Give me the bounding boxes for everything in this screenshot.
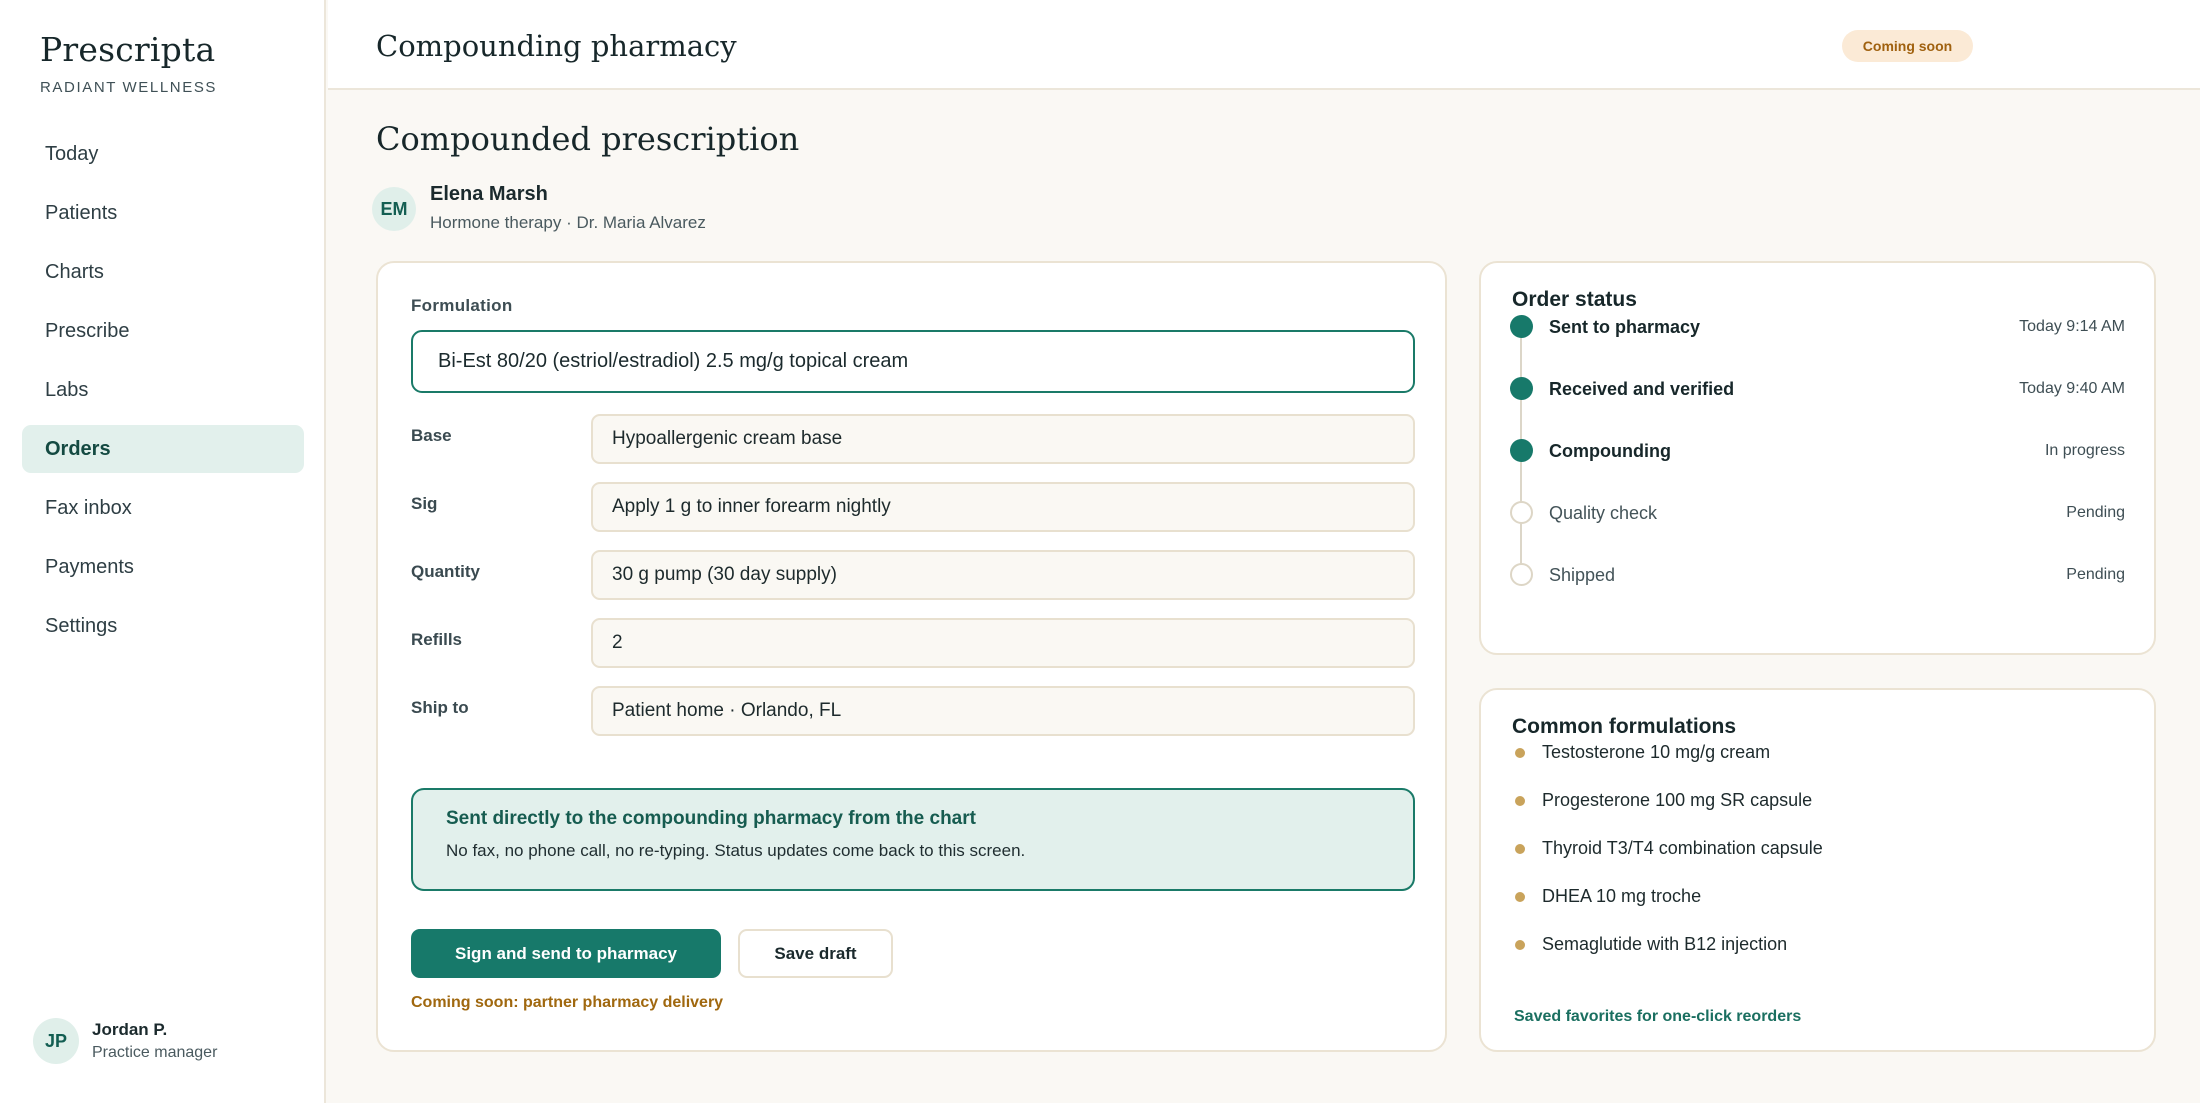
sidebar-item-settings[interactable]: Settings bbox=[45, 614, 118, 637]
step-label: Received and verified bbox=[1549, 379, 1735, 399]
ship-to-row bbox=[411, 686, 1415, 736]
common-formulations-title: Common formulations bbox=[1512, 715, 1736, 738]
save-draft-button[interactable]: Save draft bbox=[738, 929, 893, 978]
list-item[interactable] bbox=[1512, 838, 1823, 886]
step-complete-icon bbox=[1510, 439, 1533, 462]
notice-body: No fax, no phone call, no re-typing. Status updates come back to this screen. bbox=[446, 841, 1026, 860]
sidebar-item-patients[interactable]: Patients bbox=[45, 201, 118, 224]
brand-name: Prescripta bbox=[40, 30, 216, 69]
bullet-icon bbox=[1515, 844, 1525, 854]
sidebar-item-labs[interactable]: Labs bbox=[45, 378, 89, 401]
formulation-name: Thyroid T3/T4 combination capsule bbox=[1542, 838, 1823, 858]
sidebar-item-prescribe[interactable]: Prescribe bbox=[45, 319, 130, 342]
brand bbox=[40, 30, 217, 96]
formulation-name: DHEA 10 mg troche bbox=[1542, 886, 1702, 906]
step-complete-icon bbox=[1510, 377, 1533, 400]
bullet-icon bbox=[1515, 796, 1525, 806]
quantity-row bbox=[411, 550, 1415, 600]
step-label: Sent to pharmacy bbox=[1549, 317, 1701, 337]
status-step bbox=[1481, 561, 2158, 591]
list-item[interactable] bbox=[1512, 886, 1823, 934]
base-input[interactable]: Hypoallergenic cream base bbox=[591, 414, 1415, 464]
formulation-name: Semaglutide with B12 injection bbox=[1542, 934, 1788, 954]
order-status-card bbox=[1479, 261, 2156, 655]
ship-to-label: Ship to bbox=[411, 698, 469, 717]
formulation-name: Testosterone 10 mg/g cream bbox=[1542, 742, 1771, 762]
formulation-input[interactable]: Bi-Est 80/20 (estriol/estradiol) 2.5 mg/g topical cream bbox=[411, 330, 1415, 393]
step-label: Shipped bbox=[1549, 565, 1616, 585]
sidebar-item-fax-inbox[interactable]: Fax inbox bbox=[45, 496, 132, 519]
notice-title: Sent directly to the compounding pharmacy from the chart bbox=[446, 808, 976, 829]
formulation-name: Progesterone 100 mg SR capsule bbox=[1542, 790, 1813, 810]
status-step bbox=[1481, 313, 2158, 343]
patient-name: Elena Marsh bbox=[430, 183, 548, 205]
partner-delivery-note: Coming soon: partner pharmacy delivery bbox=[411, 994, 724, 1011]
sig-row bbox=[411, 482, 1415, 532]
top-bar bbox=[328, 0, 2200, 90]
step-time: Today 9:14 AM bbox=[2019, 318, 2125, 335]
bullet-icon bbox=[1515, 892, 1525, 902]
prescription-form-card bbox=[376, 261, 1447, 1052]
patient-meta: Hormone therapy · Dr. Maria Alvarez bbox=[430, 213, 706, 232]
step-pending-icon bbox=[1510, 501, 1533, 524]
list-item[interactable] bbox=[1512, 742, 1823, 790]
step-time: Pending bbox=[2066, 566, 2125, 583]
status-step bbox=[1481, 437, 2158, 467]
step-label: Compounding bbox=[1549, 441, 1671, 461]
list-item[interactable] bbox=[1512, 934, 1823, 982]
user-avatar: JP bbox=[33, 1018, 79, 1064]
common-formulations-card bbox=[1479, 688, 2156, 1052]
organization-name: RADIANT WELLNESS bbox=[40, 79, 218, 96]
user-name: Jordan P. bbox=[92, 1020, 168, 1039]
sign-and-send-button[interactable]: Sign and send to pharmacy bbox=[411, 929, 721, 978]
list-item[interactable] bbox=[1512, 790, 1823, 838]
order-status-title: Order status bbox=[1512, 288, 1637, 311]
formulation-list bbox=[1512, 742, 1823, 982]
refills-label: Refills bbox=[411, 630, 463, 649]
sidebar-nav bbox=[22, 130, 304, 661]
step-label: Quality check bbox=[1549, 503, 1658, 523]
quantity-input[interactable]: 30 g pump (30 day supply) bbox=[591, 550, 1415, 600]
base-row bbox=[411, 414, 1415, 464]
page-title: Compounded prescription bbox=[376, 120, 800, 158]
step-time: Pending bbox=[2066, 504, 2125, 521]
bullet-icon bbox=[1515, 940, 1525, 950]
sidebar-item-payments[interactable]: Payments bbox=[45, 555, 134, 578]
saved-favorites-link[interactable]: Saved favorites for one-click reorders bbox=[1514, 1008, 1802, 1025]
sig-input[interactable]: Apply 1 g to inner forearm nightly bbox=[591, 482, 1415, 532]
sidebar-item-today[interactable]: Today bbox=[45, 142, 99, 165]
base-label: Base bbox=[411, 426, 452, 445]
quantity-label: Quantity bbox=[411, 562, 480, 581]
section-title: Compounding pharmacy bbox=[376, 29, 737, 63]
user-role: Practice manager bbox=[92, 1044, 218, 1061]
sidebar-item-orders[interactable]: Orders bbox=[22, 425, 304, 473]
formulation-label: Formulation bbox=[411, 296, 513, 315]
patient-avatar: EM bbox=[372, 187, 416, 231]
refills-row bbox=[411, 618, 1415, 668]
status-step bbox=[1481, 499, 2158, 529]
ship-to-input[interactable]: Patient home · Orlando, FL bbox=[591, 686, 1415, 736]
current-user[interactable] bbox=[33, 1018, 217, 1064]
bullet-icon bbox=[1515, 748, 1525, 758]
sig-label: Sig bbox=[411, 494, 438, 513]
step-time: Today 9:40 AM bbox=[2019, 380, 2125, 397]
step-pending-icon bbox=[1510, 563, 1533, 586]
step-complete-icon bbox=[1510, 315, 1533, 338]
step-time: In progress bbox=[2044, 442, 2125, 459]
status-step bbox=[1481, 375, 2158, 405]
direct-send-notice bbox=[411, 788, 1415, 891]
patient-header bbox=[372, 183, 706, 233]
sidebar bbox=[0, 0, 326, 1103]
refills-input[interactable]: 2 bbox=[591, 618, 1415, 668]
coming-soon-badge: Coming soon bbox=[1842, 30, 1973, 62]
sidebar-item-charts[interactable]: Charts bbox=[45, 260, 104, 283]
